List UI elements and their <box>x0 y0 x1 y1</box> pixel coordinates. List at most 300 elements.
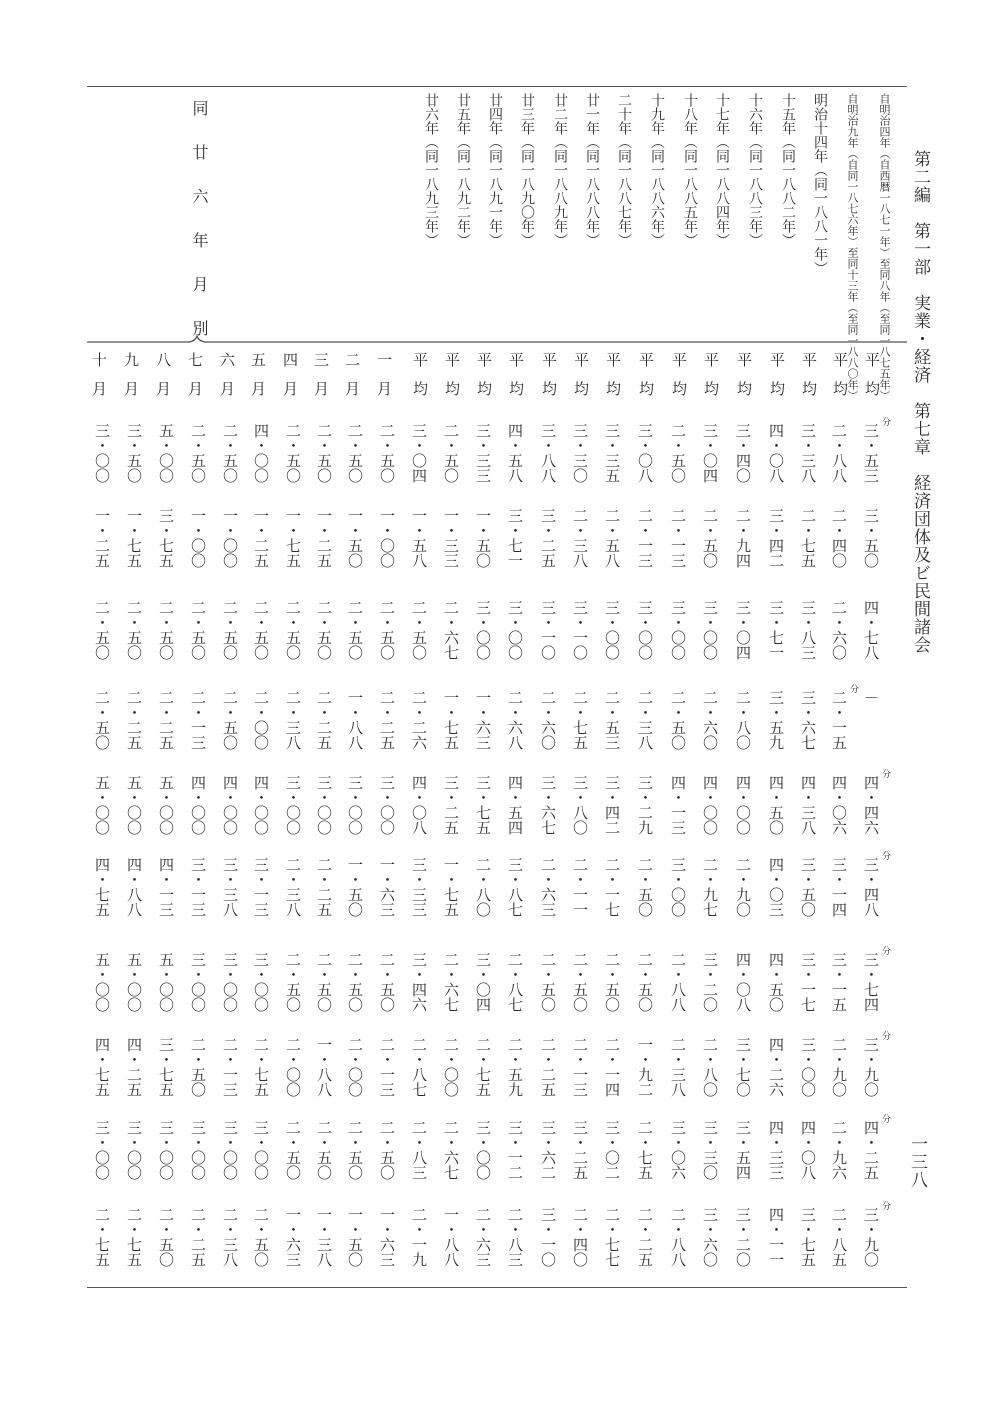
value-cell: 五・〇〇 <box>157 952 175 1012</box>
value-cell: 二・八三 <box>506 1207 524 1267</box>
value-cell: 四・〇〇 <box>701 775 719 835</box>
value-cell: 二・五〇 <box>221 690 239 750</box>
value-cell: 二・五〇 <box>603 952 621 1012</box>
value-cell: 一・六三 <box>474 690 492 750</box>
value-cell: 二・一三 <box>669 508 687 568</box>
value-cell: 二・一三 <box>571 1037 589 1097</box>
value-cell: 一・七五 <box>284 508 302 568</box>
value-cell: 三・〇〇 <box>189 952 207 1012</box>
value-cell: 三・三〇 <box>701 1120 719 1180</box>
row-period: 廿六年（同一八九三年） <box>423 93 439 247</box>
value-cell: 三・五〇 <box>799 857 817 917</box>
value-cell: 一・六三 <box>378 857 396 917</box>
value-cell: 三・六〇 <box>701 1207 719 1267</box>
value-cell: 四・〇三 <box>767 857 785 917</box>
value-cell: 三・四六 <box>410 952 428 1012</box>
value-cell: 三・二五 <box>539 508 557 568</box>
month-label: 六月 <box>218 352 236 410</box>
value-cell: 三・三〇 <box>571 423 589 483</box>
value-cell: 二・五〇 <box>378 600 396 660</box>
value-cell: 三・七五 <box>157 508 175 568</box>
value-cell: 四・〇八 <box>799 1120 817 1180</box>
value-cell: 二・八〇 <box>474 857 492 917</box>
value-cell: 二・七五 <box>474 1037 492 1097</box>
value-cell: 二・五〇 <box>636 952 654 1012</box>
unit-mark: 分 <box>880 1201 890 1210</box>
value-cell: 二・九六 <box>830 1120 848 1180</box>
unit-mark: 分 <box>880 1114 890 1123</box>
value-cell: 三・一五 <box>830 952 848 1012</box>
value-cell: 三・四八 <box>862 857 880 917</box>
row-period: 自明治九年（自同一八七六年）至同十三年（至同一八八〇年） <box>846 93 859 401</box>
value-cell: 三・〇〇 <box>603 600 621 660</box>
value-cell: 四・一三 <box>157 857 175 917</box>
value-cell: 二・五〇 <box>539 952 557 1012</box>
value-cell: 二・二五 <box>315 690 333 750</box>
value-cell: 一・七五 <box>442 690 460 750</box>
value-cell: 二・四〇 <box>830 508 848 568</box>
value-cell: 三・〇二 <box>603 1120 621 1180</box>
value-cell: 二・〇〇 <box>346 1037 364 1097</box>
value-cell: 三・七一 <box>506 508 524 568</box>
value-cell: 一・九二 <box>636 1037 654 1097</box>
unit-mark: 分 <box>848 684 858 693</box>
value-cell: 三・〇〇 <box>189 1120 207 1180</box>
value-cell: 二・四〇 <box>571 1207 589 1267</box>
month-label: 七月 <box>186 352 204 410</box>
value-cell: 二・五〇 <box>636 857 654 917</box>
value-cell: 二・五〇 <box>125 600 143 660</box>
value-cell: 三・〇〇 <box>506 600 524 660</box>
value-cell: 二・五〇 <box>284 1120 302 1180</box>
value-cell: 三・一〇 <box>539 1207 557 1267</box>
value-cell: 三・六二 <box>539 1120 557 1180</box>
value-cell: 四・三八 <box>799 775 817 835</box>
value-cell: 四・〇八 <box>767 423 785 483</box>
value-cell: 三・三三 <box>410 857 428 917</box>
page-number: 一三八 <box>907 1135 927 1189</box>
value-cell: 三・八八 <box>539 423 557 483</box>
value-cell: 二・五〇 <box>378 1120 396 1180</box>
monthly-section-label: 同廿六年月別 <box>190 100 209 364</box>
value-cell: 一・五〇 <box>346 508 364 568</box>
value-cell: 二・三八 <box>284 690 302 750</box>
value-cell: 三・九〇 <box>862 1037 880 1097</box>
value-cell: 三・七〇 <box>734 1037 752 1097</box>
month-label: 十月 <box>90 352 108 410</box>
value-cell: 二・五〇 <box>157 1207 175 1267</box>
value-cell: 一・三八 <box>315 1207 333 1267</box>
value-cell: 二・六〇 <box>701 690 719 750</box>
value-cell: 三・〇〇 <box>315 775 333 835</box>
value-cell: 二・五〇 <box>410 600 428 660</box>
month-label: 一月 <box>375 352 393 410</box>
value-cell: 三・〇〇 <box>636 600 654 660</box>
value-cell: 一・七五 <box>125 508 143 568</box>
value-cell: 一・五〇 <box>346 857 364 917</box>
row-label: 平均 <box>507 352 525 410</box>
value-cell: 三・〇〇 <box>252 1120 270 1180</box>
value-cell: 二・五〇 <box>669 690 687 750</box>
value-cell: 三・七一 <box>767 600 785 660</box>
row-period: 十六年（同一八八三年） <box>747 93 763 247</box>
row-label: 平均 <box>831 352 849 410</box>
value-cell: 二・〇〇 <box>284 1037 302 1097</box>
value-cell: 二・七五 <box>125 1207 143 1267</box>
value-cell: 二・二五 <box>378 690 396 750</box>
unit-mark: 分 <box>880 769 890 778</box>
value-cell: 三・二九 <box>636 775 654 835</box>
value-cell: 二・六七 <box>442 952 460 1012</box>
value-cell: 三・四二 <box>767 508 785 568</box>
value-cell: 二・七五 <box>252 1037 270 1097</box>
value-cell: 四・四六 <box>862 775 880 835</box>
row-period: 廿五年（同一八九二年） <box>455 93 471 247</box>
top-rule <box>87 86 907 87</box>
value-cell: 四・八八 <box>125 857 143 917</box>
value-cell: 二・五〇 <box>315 600 333 660</box>
value-cell: 二・五〇 <box>346 952 364 1012</box>
value-cell: 三・〇〇 <box>474 600 492 660</box>
value-cell: 三・〇四 <box>474 952 492 1012</box>
value-cell: 四・〇〇 <box>221 775 239 835</box>
value-cell: 二・六八 <box>506 690 524 750</box>
value-cell: 三・〇八 <box>636 423 654 483</box>
value-cell: 二・五〇 <box>315 1120 333 1180</box>
row-label: 平均 <box>572 352 590 410</box>
value-cell: 三・六七 <box>539 775 557 835</box>
value-cell: 二・五〇 <box>315 423 333 483</box>
value-cell: 二・一四 <box>603 1037 621 1097</box>
row-period: 二十年（同一八八七年） <box>616 93 632 247</box>
value-cell: 一・八八 <box>315 1037 333 1097</box>
value-cell: 三・二五 <box>571 1120 589 1180</box>
value-cell: 四・五八 <box>506 423 524 483</box>
value-cell: 三・一四 <box>830 857 848 917</box>
value-cell: 二・五〇 <box>93 600 111 660</box>
value-cell: 四・七五 <box>93 857 111 917</box>
value-cell: 五・〇〇 <box>125 952 143 1012</box>
value-cell: 二・七五 <box>799 508 817 568</box>
value-cell: 三・九〇 <box>862 1207 880 1267</box>
value-cell: 三・〇〇 <box>284 775 302 835</box>
value-cell: 四・七八 <box>862 600 880 660</box>
value-cell: 二・八八 <box>830 423 848 483</box>
value-cell: 二・九七 <box>701 857 719 917</box>
value-cell: 二・八〇 <box>701 1037 719 1097</box>
value-cell: 三・五〇 <box>125 423 143 483</box>
value-cell: 三・一三 <box>252 857 270 917</box>
value-cell: 四・〇八 <box>734 952 752 1012</box>
value-cell: 二・五〇 <box>252 600 270 660</box>
value-cell: 二・一七 <box>603 857 621 917</box>
value-cell: 三・〇〇 <box>669 600 687 660</box>
value-cell: 三・〇〇 <box>221 1120 239 1180</box>
row-label: 平均 <box>443 352 461 410</box>
value-cell: 三・一三 <box>189 857 207 917</box>
value-cell: 二・三八 <box>221 1207 239 1267</box>
value-cell: 三・七四 <box>862 952 880 1012</box>
value-cell: 二・七五 <box>93 1207 111 1267</box>
value-cell: 二・五〇 <box>189 600 207 660</box>
value-cell: 二・五〇 <box>221 600 239 660</box>
value-cell: 二・五〇 <box>252 1207 270 1267</box>
value-cell: 三・七五 <box>157 1037 175 1097</box>
value-cell: 四・〇〇 <box>252 423 270 483</box>
value-cell: 五・〇〇 <box>93 775 111 835</box>
value-cell: 二・五九 <box>506 1037 524 1097</box>
unit-mark: 分 <box>880 1031 890 1040</box>
value-cell: 一・五〇 <box>474 508 492 568</box>
value-cell: 四・〇八 <box>410 775 428 835</box>
unit-mark: 分 <box>880 946 890 955</box>
value-cell: 二・五〇 <box>189 1037 207 1097</box>
row-period: 十九年（同一八八六年） <box>649 93 665 247</box>
value-cell: 三・〇〇 <box>474 1120 492 1180</box>
bottom-rule <box>87 1287 907 1288</box>
row-label: 平均 <box>637 352 655 410</box>
value-cell: 四・二五 <box>125 1037 143 1097</box>
value-cell: 二・六〇 <box>539 690 557 750</box>
value-cell: 一・八八 <box>442 1207 460 1267</box>
value-cell: 二・一九 <box>410 1207 428 1267</box>
value-cell: 四・五〇 <box>767 952 785 1012</box>
row-label: 平均 <box>768 352 786 410</box>
value-cell: 三・〇四 <box>734 600 752 660</box>
row-period: 廿四年（同一八九一年） <box>487 93 503 247</box>
value-cell: 三・〇〇 <box>346 775 364 835</box>
value-cell: 五・〇〇 <box>157 423 175 483</box>
value-cell: 三・〇四 <box>701 423 719 483</box>
value-cell: 四・三三 <box>767 1120 785 1180</box>
value-cell: 二・二五 <box>539 1037 557 1097</box>
value-cell: 二・〇〇 <box>442 1037 460 1097</box>
value-cell: 三・〇六 <box>669 1120 687 1180</box>
value-cell: 三・〇四 <box>410 423 428 483</box>
value-cell: 三・〇〇 <box>252 952 270 1012</box>
value-cell: 二・八八 <box>669 1207 687 1267</box>
row-label: 平均 <box>475 352 493 410</box>
value-cell: 三・八七 <box>506 857 524 917</box>
value-cell: 一・八八 <box>346 690 364 750</box>
value-cell: 二・二五 <box>315 857 333 917</box>
value-cell: 二・五〇 <box>189 423 207 483</box>
value-cell: 二・八五 <box>830 1207 848 1267</box>
value-cell: 三・五三 <box>862 423 880 483</box>
row-label: 平均 <box>411 352 429 410</box>
value-cell: 三・〇〇 <box>125 1120 143 1180</box>
value-cell: 三・〇〇 <box>799 1037 817 1097</box>
value-cell: 三・二〇 <box>701 952 719 1012</box>
value-cell: 三・一七 <box>799 952 817 1012</box>
value-cell: 二・二五 <box>189 1207 207 1267</box>
value-cell: 三・三五 <box>603 423 621 483</box>
value-cell: 二・五〇 <box>378 423 396 483</box>
value-cell: 一・七五 <box>442 857 460 917</box>
value-cell: 三・二五 <box>442 775 460 835</box>
month-label: 五月 <box>249 352 267 410</box>
value-cell: 三・七五 <box>474 775 492 835</box>
value-cell: 二・六七 <box>442 1120 460 1180</box>
value-cell: 三・五〇 <box>862 508 880 568</box>
value-cell: 二・八七 <box>410 1037 428 1097</box>
value-cell: 一・二五 <box>252 508 270 568</box>
row-label: 平均 <box>863 352 881 410</box>
value-cell: 三・八三 <box>799 600 817 660</box>
value-cell: 二・五〇 <box>346 600 364 660</box>
value-cell: 一・〇〇 <box>378 508 396 568</box>
value-cell: 四・〇〇 <box>252 775 270 835</box>
value-cell: 四・五四 <box>506 775 524 835</box>
value-cell: 二・六三 <box>539 857 557 917</box>
value-cell: 二・三八 <box>669 1037 687 1097</box>
row-label: 平均 <box>670 352 688 410</box>
value-cell: 四・七五 <box>93 1037 111 1097</box>
value-cell: 二・五〇 <box>315 952 333 1012</box>
row-label: 平均 <box>800 352 818 410</box>
value-cell: 二・五〇 <box>284 952 302 1012</box>
row-period: 廿三年（同一八九〇年） <box>519 93 535 247</box>
value-cell: 四・一三 <box>669 775 687 835</box>
value-cell: 二・二五 <box>157 690 175 750</box>
value-cell: 二・三八 <box>636 690 654 750</box>
value-cell: 二・一一 <box>571 857 589 917</box>
month-label: 三月 <box>312 352 330 410</box>
value-cell: 三・八〇 <box>571 775 589 835</box>
value-cell: 二・二六 <box>410 690 428 750</box>
row-period: 廿二年（同一八八九年） <box>552 93 568 247</box>
value-cell: 二・〇〇 <box>252 690 270 750</box>
value-cell: 三・〇〇 <box>701 600 719 660</box>
row-label: 平均 <box>540 352 558 410</box>
value-cell: 五・〇〇 <box>93 952 111 1012</box>
month-label: 四月 <box>281 352 299 410</box>
value-cell: 二・八三 <box>410 1120 428 1180</box>
value-cell: 三・一〇 <box>539 600 557 660</box>
value-cell: 二・三八 <box>284 857 302 917</box>
row-period: 十五年（同一八八二年） <box>780 93 796 247</box>
month-label: 二月 <box>343 352 361 410</box>
value-cell: 四・二五 <box>862 1120 880 1180</box>
row-period: 十八年（同一八八五年） <box>682 93 698 247</box>
value-cell: 二・八〇 <box>734 690 752 750</box>
value-cell: 二・五八 <box>603 508 621 568</box>
value-cell: 三・二〇 <box>734 1207 752 1267</box>
running-header: 第二編 第一部 実業・経済 第七章 経済団体及ビ民間諸会 <box>910 150 930 654</box>
unit-mark: 分 <box>880 417 890 426</box>
value-cell: 二・五〇 <box>221 423 239 483</box>
value-cell: 四・〇〇 <box>189 775 207 835</box>
value-cell: 三・五九 <box>767 690 785 750</box>
row-period: 十七年（同一八八四年） <box>714 93 730 247</box>
value-cell: 二・六三 <box>474 1207 492 1267</box>
value-cell: 一・六三 <box>378 1207 396 1267</box>
value-cell: 一・三三 <box>442 508 460 568</box>
value-cell: 二・五〇 <box>669 423 687 483</box>
value-cell: 二・七七 <box>603 1207 621 1267</box>
value-cell: 二・六〇 <box>830 600 848 660</box>
value-cell: 三・〇〇 <box>669 857 687 917</box>
value-cell: 二・五〇 <box>442 423 460 483</box>
value-cell: 二・五〇 <box>346 1120 364 1180</box>
value-cell: 一・五八 <box>410 508 428 568</box>
row-period: 自明治四年（自西暦一八七一年）至同八年（至同一八七五年） <box>878 93 891 401</box>
value-cell: 三・五四 <box>734 1120 752 1180</box>
value-cell: 三・三八 <box>799 423 817 483</box>
value-cell: 三・七五 <box>799 1207 817 1267</box>
value-cell: － <box>862 690 880 705</box>
value-cell: 二・五〇 <box>93 690 111 750</box>
value-cell: 三・三八 <box>221 857 239 917</box>
value-cell: 二・五〇 <box>284 423 302 483</box>
value-cell: 三・四二 <box>603 775 621 835</box>
value-cell: 二・九〇 <box>734 857 752 917</box>
value-cell: 三・〇〇 <box>157 1120 175 1180</box>
value-cell: 一・六三 <box>284 1207 302 1267</box>
value-cell: 三・六七 <box>799 690 817 750</box>
value-cell: 四・一一 <box>767 1207 785 1267</box>
month-label: 九月 <box>122 352 140 410</box>
row-period: 明治十四年（同一八八一年） <box>812 93 828 275</box>
value-cell: 二・三八 <box>571 508 589 568</box>
value-cell: 五・〇〇 <box>157 775 175 835</box>
value-cell: 三・一〇 <box>571 600 589 660</box>
value-cell: 二・五〇 <box>157 600 175 660</box>
value-cell: 一・二五 <box>315 508 333 568</box>
value-cell: 一・〇〇 <box>221 508 239 568</box>
value-cell: 二・九四 <box>734 508 752 568</box>
value-cell: 二・五〇 <box>284 600 302 660</box>
value-cell: 四・〇六 <box>830 775 848 835</box>
value-cell: 二・六七 <box>442 600 460 660</box>
value-cell: 三・〇〇 <box>221 952 239 1012</box>
value-cell: 一・〇〇 <box>189 508 207 568</box>
value-cell: 二・一五 <box>830 690 848 750</box>
value-cell: 一・二五 <box>93 508 111 568</box>
row-label: 平均 <box>604 352 622 410</box>
row-label: 平均 <box>735 352 753 410</box>
value-cell: 三・〇〇 <box>93 1120 111 1180</box>
value-cell: 二・二五 <box>125 690 143 750</box>
value-cell: 二・八八 <box>669 952 687 1012</box>
value-cell: 三・三三 <box>474 423 492 483</box>
value-cell: 二・二五 <box>636 1207 654 1267</box>
value-cell: 二・一三 <box>378 1037 396 1097</box>
value-cell: 五・〇〇 <box>125 775 143 835</box>
value-cell: 二・七五 <box>636 1120 654 1180</box>
value-cell: 一・五〇 <box>346 1207 364 1267</box>
value-cell: 四・二六 <box>767 1037 785 1097</box>
value-cell: 二・五〇 <box>571 952 589 1012</box>
value-cell: 二・七五 <box>571 690 589 750</box>
value-cell: 二・五三 <box>603 690 621 750</box>
value-cell: 二・一三 <box>189 690 207 750</box>
value-cell: 二・八七 <box>506 952 524 1012</box>
value-cell: 三・一二 <box>506 1120 524 1180</box>
value-cell: 三・〇〇 <box>93 423 111 483</box>
value-cell: 四・五〇 <box>767 775 785 835</box>
value-cell: 二・一三 <box>636 508 654 568</box>
value-cell: 二・五〇 <box>701 508 719 568</box>
row-period: 廿一年（同一八八八年） <box>584 93 600 247</box>
unit-mark: 分 <box>880 851 890 860</box>
month-label: 八月 <box>154 352 172 410</box>
value-cell: 二・九〇 <box>830 1037 848 1097</box>
value-cell: 二・五〇 <box>346 423 364 483</box>
value-cell: 二・五〇 <box>378 952 396 1012</box>
row-label: 平均 <box>702 352 720 410</box>
value-cell: 二・一三 <box>221 1037 239 1097</box>
